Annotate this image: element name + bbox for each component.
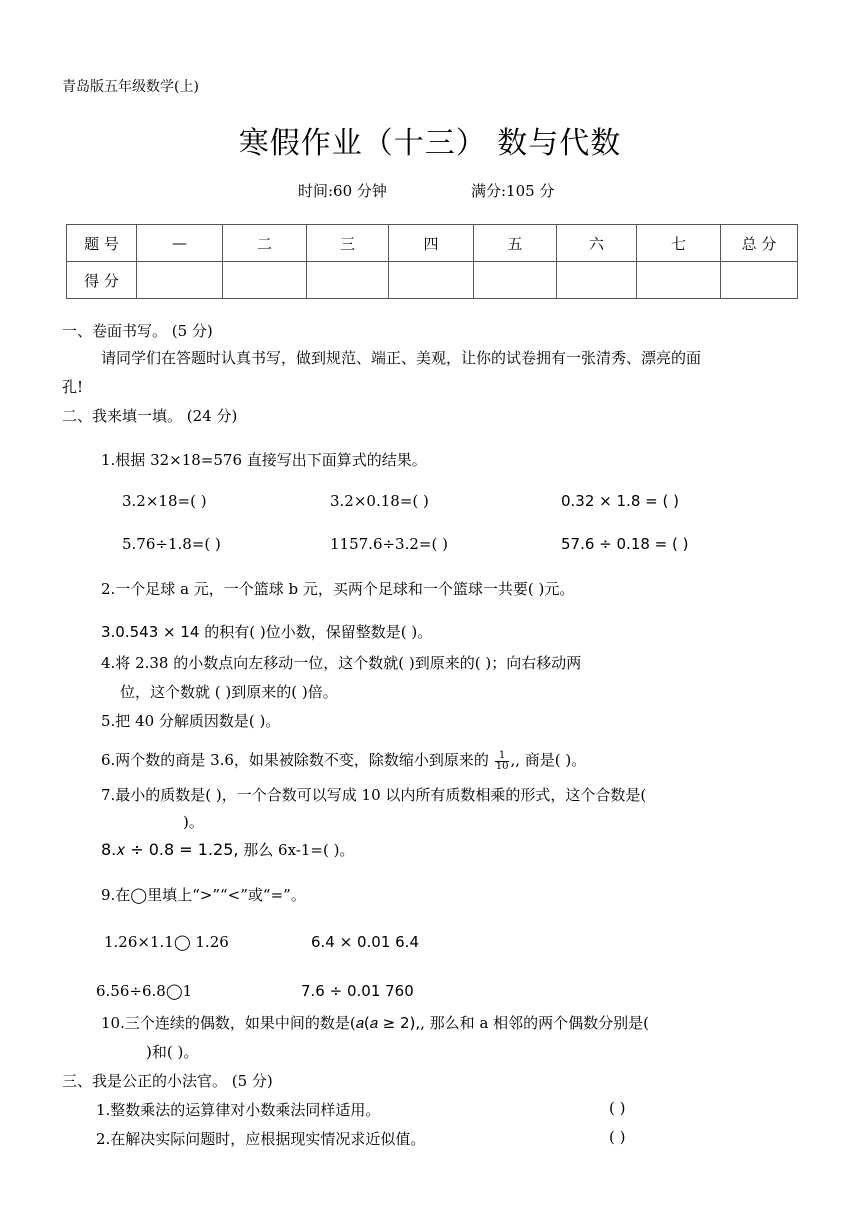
q6-post: ,, 商是( )。: [510, 751, 587, 769]
q1-item-c: 0.32 × 1.8 = ( ): [561, 492, 679, 510]
q1-item-d: 5.76÷1.8=( ): [122, 535, 221, 553]
section2-heading: 二、我来填一填。 (24 分): [62, 407, 238, 425]
score-table-score-row: [67, 262, 798, 299]
q6-fraction: [495, 751, 510, 772]
q9-item-b: 6.4 × 0.01 6.4: [311, 933, 419, 951]
exam-time: 时间:60 分钟: [298, 182, 387, 200]
score-header-cell: 总 分: [721, 225, 798, 262]
score-cell[interactable]: [137, 262, 223, 299]
q3-math: 3.0.543 × 14: [101, 623, 200, 641]
question-8: [101, 839, 354, 860]
question-10: [101, 1012, 649, 1033]
q3-text: 的积有( )位小数，保留整数是( )。: [199, 623, 433, 641]
question-3: [101, 621, 432, 642]
header-subtitle: 青岛版五年级数学(上): [62, 79, 199, 95]
score-header-cell: 四: [389, 225, 474, 262]
section3-heading: 三、我是公正的小法官。 (5 分): [62, 1072, 273, 1090]
q10-math: 𝑎(𝑎 ≥ 2),: [355, 1014, 421, 1032]
score-header-cell: 三: [307, 225, 389, 262]
question-7-line2: )。: [183, 813, 204, 831]
score-row-label: 得 分: [67, 262, 137, 299]
score-header-cell: 五: [474, 225, 557, 262]
score-header-cell: 六: [557, 225, 637, 262]
section3-question-2: 2.在解决实际问题时，应根据现实情况求近似值。: [96, 1130, 426, 1148]
score-cell[interactable]: [307, 262, 389, 299]
section1-body-line2: 孔!: [62, 378, 84, 396]
question-6: [101, 749, 586, 772]
section1-heading: 一、卷面书写。 (5 分): [62, 322, 213, 340]
question-4-line2: 位，这个数就 ( )到原来的( )倍。: [120, 683, 338, 701]
q10-post: , 那么和 a 相邻的两个偶数分别是(: [420, 1014, 650, 1032]
q9-item-c: 6.56÷6.8◯1: [96, 982, 193, 1000]
q6-fraction-den: 10: [495, 760, 509, 772]
score-cell[interactable]: [637, 262, 721, 299]
question-7-line1: 7.最小的质数是( )，一个合数可以写成 10 以内所有质数相乘的形式，这个合数是(: [101, 786, 647, 804]
page-title: 寒假作业（十三） 数与代数: [238, 126, 622, 161]
score-cell[interactable]: [557, 262, 637, 299]
score-table-header-row: [67, 225, 798, 262]
score-cell[interactable]: [223, 262, 307, 299]
section1-body-line1: 请同学们在答题时认真书写，做到规范、端正、美观，让你的试卷拥有一张清秀、漂亮的面: [101, 349, 702, 367]
question-4-line1: 4.将 2.38 的小数点向左移动一位，这个数就( )到原来的( )；向右移动两: [101, 654, 582, 672]
section3-question-1: 1.整数乘法的运算律对小数乘法同样适用。: [96, 1101, 381, 1119]
q8-text: 那么 6x-1=( )。: [238, 841, 355, 859]
q10-pre: 10.三个连续的偶数，如果中间的数是(: [101, 1014, 356, 1032]
q1-item-a: 3.2×18=( ): [122, 492, 207, 510]
score-cell[interactable]: [474, 262, 557, 299]
full-score: 满分:105 分: [471, 182, 555, 200]
section3-q1-answer[interactable]: ( ): [609, 1099, 626, 1117]
question-10-line2: )和( )。: [146, 1043, 199, 1061]
q6-pre: 6.两个数的商是 3.6，如果被除数不变，除数缩小到原来的: [101, 751, 494, 769]
question-9: 9.在◯里填上“>”“<”或“=”。: [101, 886, 306, 904]
question-5: 5.把 40 分解质因数是( )。: [101, 712, 281, 730]
q1-item-f: 57.6 ÷ 0.18 = ( ): [561, 535, 689, 553]
q1-item-e: 1157.6÷3.2=( ): [330, 535, 448, 553]
q8-math: 8.𝑥 ÷ 0.8 = 1.25,: [101, 840, 239, 859]
question-2: 2.一个足球 a 元，一个篮球 b 元，买两个足球和一个篮球一共要( )元。: [101, 580, 575, 598]
q6-fraction-num: 1: [495, 751, 510, 762]
score-header-cell: —: [137, 225, 223, 262]
q1-item-b: 3.2×0.18=( ): [330, 492, 429, 510]
score-cell[interactable]: [389, 262, 474, 299]
q9-item-d: 7.6 ÷ 0.01 760: [301, 982, 414, 1000]
q9-item-a: 1.26×1.1◯ 1.26: [104, 933, 229, 951]
score-header-cell: 二: [223, 225, 307, 262]
section3-q2-answer[interactable]: ( ): [609, 1128, 626, 1146]
score-header-cell: 七: [637, 225, 721, 262]
score-header-cell: 题 号: [67, 225, 137, 262]
score-cell[interactable]: [721, 262, 798, 299]
score-table: [66, 224, 798, 299]
question-1: 1.根据 32×18=576 直接写出下面算式的结果。: [101, 451, 427, 469]
